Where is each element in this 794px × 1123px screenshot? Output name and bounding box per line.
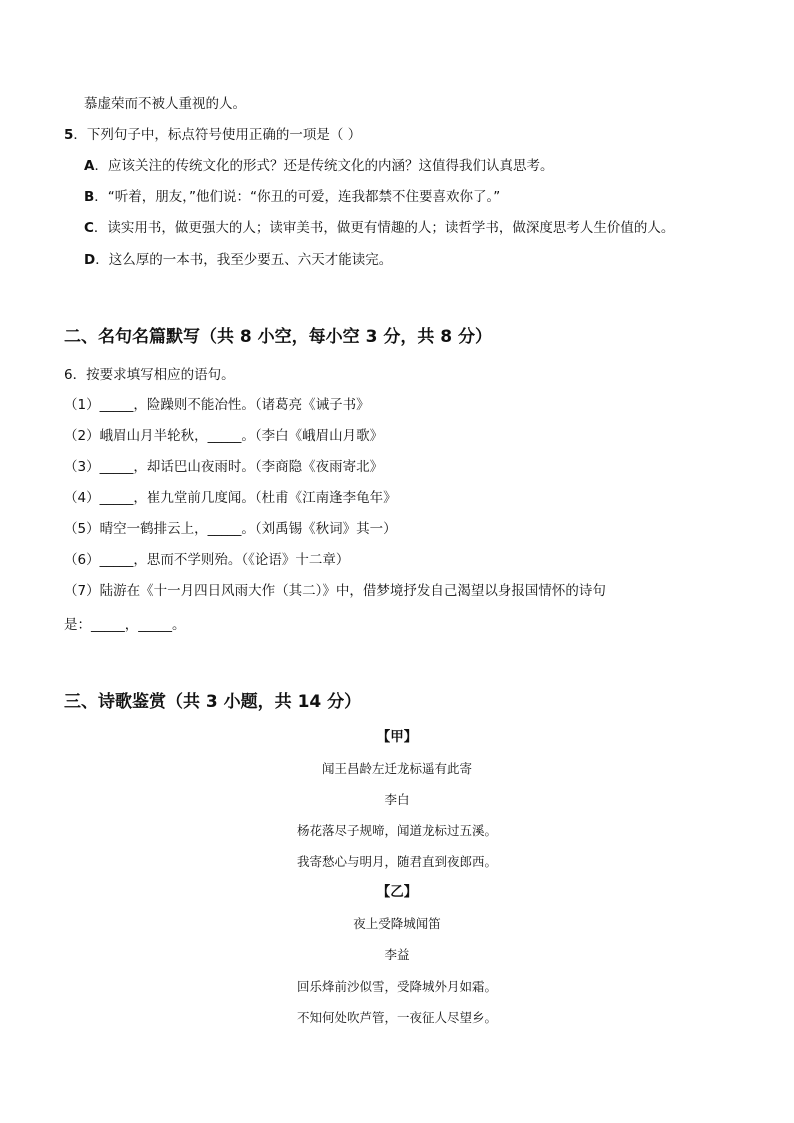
poem-b-line-1: 回乐烽前沙似雪，受降城外月如霜。 xyxy=(296,979,497,994)
poem-a-line-1: 杨花落尽子规啼，闻道龙标过五溪。 xyxy=(296,823,497,838)
q6-item-7-answer: 是：_____，_____。 xyxy=(64,617,186,633)
q5-option-b[interactable] xyxy=(84,188,500,206)
q6-item-2: （2）峨眉山月半轮秋，_____。（李白《峨眉山月歌》 xyxy=(64,428,384,444)
option-text: ．“听着，朋友，”他们说：“你丑的可爱，连我都禁不住要喜欢你了。” xyxy=(94,189,501,205)
q6-stem: 6．按要求填写相应的语句。 xyxy=(64,367,235,383)
q6-item-3: （3）_____，却话巴山夜雨时。（李商隐《夜雨寄北》 xyxy=(64,459,384,475)
option-text: ．应该关注的传统文化的形式？还是传统文化的内涵？这值得我们认真思考。 xyxy=(94,158,554,174)
section-3-title: 三、诗歌鉴赏（共 3 小题，共 14 分） xyxy=(64,692,362,712)
q6-item-7: （7）陆游在《十一月四日风雨大作（其二）》中，借梦境抒发自己渴望以身报国情怀的诗句 xyxy=(64,583,606,599)
q5-option-c[interactable] xyxy=(84,219,674,237)
poem-b-label: 【乙】 xyxy=(376,884,418,900)
q6-item-1: （1）_____，险躁则不能冶性。（诸葛亮《诫子书》 xyxy=(64,397,370,413)
poem-b-title: 夜上受降城闻笛 xyxy=(353,916,441,931)
q5-option-d[interactable] xyxy=(84,251,392,269)
poem-b-line-2: 不知何处吹芦管，一夜征人尽望乡。 xyxy=(296,1010,497,1025)
option-letter: D xyxy=(84,252,96,268)
q4-continuation: 慕虚荣而不被人重视的人。 xyxy=(84,96,246,112)
poem-a-label: 【甲】 xyxy=(376,729,418,745)
poem-a-line-2: 我寄愁心与明月，随君直到夜郎西。 xyxy=(296,854,497,869)
q6-item-4: （4）_____，崔九堂前几度闻。（杜甫《江南逢李龟年》 xyxy=(64,490,397,506)
option-text: ．这么厚的一本书，我至少要五、六天才能读完。 xyxy=(95,252,393,268)
option-letter: B xyxy=(84,189,95,205)
q5-option-a[interactable] xyxy=(84,157,553,175)
q6-item-6: （6）_____，思而不学则殆。（《论语》十二章） xyxy=(64,552,350,568)
section-2-title: 二、名句名篇默写（共 8 小空，每小空 3 分，共 8 分） xyxy=(64,327,492,347)
option-letter: A xyxy=(84,158,95,174)
poem-a-author: 李白 xyxy=(384,792,410,807)
q5-number: 5 xyxy=(64,127,74,143)
q5-stem-text: ．下列句子中，标点符号使用正确的一项是（ ） xyxy=(73,127,362,143)
option-text: ．读实用书，做更强大的人；读审美书，做更有情趣的人；读哲学书，做深度思考人生价值的人。 xyxy=(93,220,675,236)
poem-b-author: 李益 xyxy=(384,947,410,962)
q5-stem xyxy=(64,126,361,144)
option-letter: C xyxy=(84,220,94,236)
q6-item-5: （5）晴空一鹤排云上，_____。（刘禹锡《秋词》其一） xyxy=(64,521,397,537)
poem-a-title: 闻王昌龄左迁龙标遥有此寄 xyxy=(321,761,472,776)
